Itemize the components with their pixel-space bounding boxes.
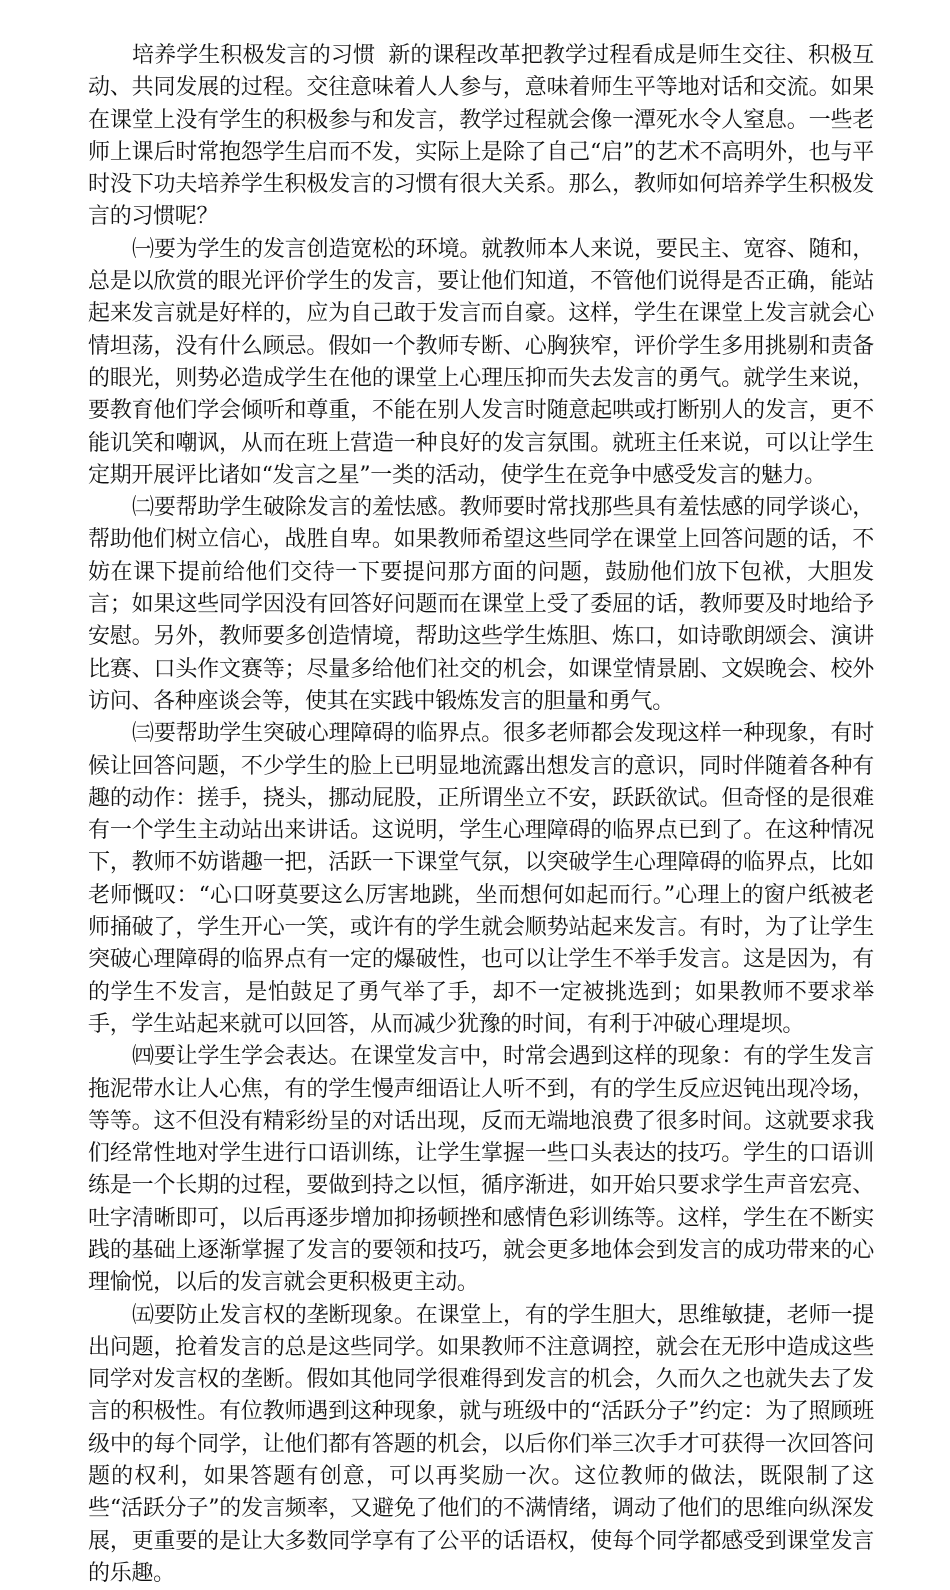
paragraph-point-1: ㈠要为学生的发言创造宽松的环境。就教师本人来说，要民主、宽容、随和，总是以欣赏的眼光评价学生的发言，要让他们知道，不管他们说得是否正确，能站起来发言就是好样的，应为自己敢于发言而自豪。这样，学生在课堂上发言就会心情坦荡，没有什么顾忌。假如一个教师专断、心胸狭窄，评价学生多用挑剔和责备的眼光，则势必造成学生在他的课堂上心理压抑而失去发言的勇气。就学生来说，要教育他们学会倾听和尊重，不能在别人发言时随意起哄或打断别人的发言，更不能讥笑和嘲讽，从而在班上营造一种良好的发言氛围。就班主任来说，可以让学生定期开展评比诸如“发言之星”一类的活动，使学生在竞争中感受发言的魅力。 bbox=[88, 236, 874, 488]
section-title: 培养学生积极发言的习惯 bbox=[132, 43, 376, 68]
document-page bbox=[88, 40, 874, 1590]
paragraph-point-5: ㈤要防止发言权的垄断现象。在课堂上，有的学生胆大，思维敏捷，老师一提出问题，抢着发言的总是这些同学。如果教师不注意调控，就会在无形中造成这些同学对发言权的垄断。假如其他同学很难得到发言的机会，久而久之也就失去了发言的积极性。有位教师遇到这种现象，就与班级中的“活跃分子”约定：为了照顾班级中的每个同学，让他们都有答题的机会，以后你们举三次手才可获得一次回答问题的权利，如果答题有创意，可以再奖励一次。这位教师的做法，既限制了这些“活跃分子”的发言频率，又避免了他们的不满情绪，调动了他们的思维向纵深发展，更重要的是让大多数同学享有了公平的话语权，使每个同学都感受到课堂发言的乐趣。 bbox=[88, 1302, 874, 1586]
paragraph-point-2: ㈡要帮助学生破除发言的羞怯感。教师要时常找那些具有羞怯感的同学谈心，帮助他们树立信心，战胜自卑。如果教师希望这些同学在课堂上回答问题的话，不妨在课下提前给他们交待一下要提问那方面的问题，鼓励他们放下包袱，大胆发言；如果这些同学因没有回答好问题而在课堂上受了委屈的话，教师要及时地给予安慰。另外，教师要多创造情境，帮助这些学生炼胆、炼口，如诗歌朗颂会、演讲比赛、口头作文赛等；尽量多给他们社交的机会，如课堂情景剧、文娱晚会、校外访问、各种座谈会等，使其在实践中锻炼发言的胆量和勇气。 bbox=[88, 495, 874, 714]
paragraph-point-4: ㈣要让学生学会表达。在课堂发言中，时常会遇到这样的现象：有的学生发言拖泥带水让人心焦，有的学生慢声细语让人听不到，有的学生反应迟钝出现冷场，等等。这不但没有精彩纷呈的对话出现，反而无端地浪费了很多时间。这就要求我们经常性地对学生进行口语训练，让学生掌握一些口头表达的技巧。学生的口语训练是一个长期的过程，要做到持之以恒，循序渐进，如开始只要求学生声音宏亮、吐字清晰即可，以后再逐步增加抑扬顿挫和感情色彩训练等。这样，学生在不断实践的基础上逐渐掌握了发言的要领和技巧，就会更多地体会到发言的成功带来的心理愉悦，以后的发言就会更积极更主动。 bbox=[88, 1044, 874, 1296]
paragraph-point-3: ㈢要帮助学生突破心理障碍的临界点。很多老师都会发现这样一种现象，有时候让回答问题，不少学生的脸上已明显地流露出想发言的意识，同时伴随着各种有趣的动作：搓手，挠头，挪动屁股，正所谓坐立不安，跃跃欲试。但奇怪的是很难有一个学生主动站出来讲话。这说明，学生心理障碍的临界点已到了。在这种情况下，教师不妨谐趣一把，活跃一下课堂气氛，以突破学生心理障碍的临界点，比如老师慨叹：“心口呀莫要这么厉害地跳，坐而想何如起而行。”心理上的窗户纸被老师捅破了，学生开心一笑，或许有的学生就会顺势站起来发言。有时，为了让学生突破心理障碍的临界点有一定的爆破性，也可以让学生不举手发言。这是因为，有的学生不发言，是怕鼓足了勇气举了手，却不一定被挑选到；如果教师不要求举手，学生站起来就可以回答，从而减少犹豫的时间，有利于冲破心理堤坝。 bbox=[88, 721, 874, 1037]
intro-text: 新的课程改革把教学过程看成是师生交往、积极互动、共同发展的过程。交往意味着人人参与，意味着师生平等地对话和交流。如果在课堂上没有学生的积极参与和发言，教学过程就会像一潭死水令人窒息。一些老师上课后时常抱怨学生启而不发，实际上是除了自己“启”的艺术不高明外，也与平时没下功夫培养学生积极发言的习惯有很大关系。那么，教师如何培养学生积极发言的习惯呢？ bbox=[88, 43, 875, 230]
intro-paragraph bbox=[88, 40, 874, 234]
